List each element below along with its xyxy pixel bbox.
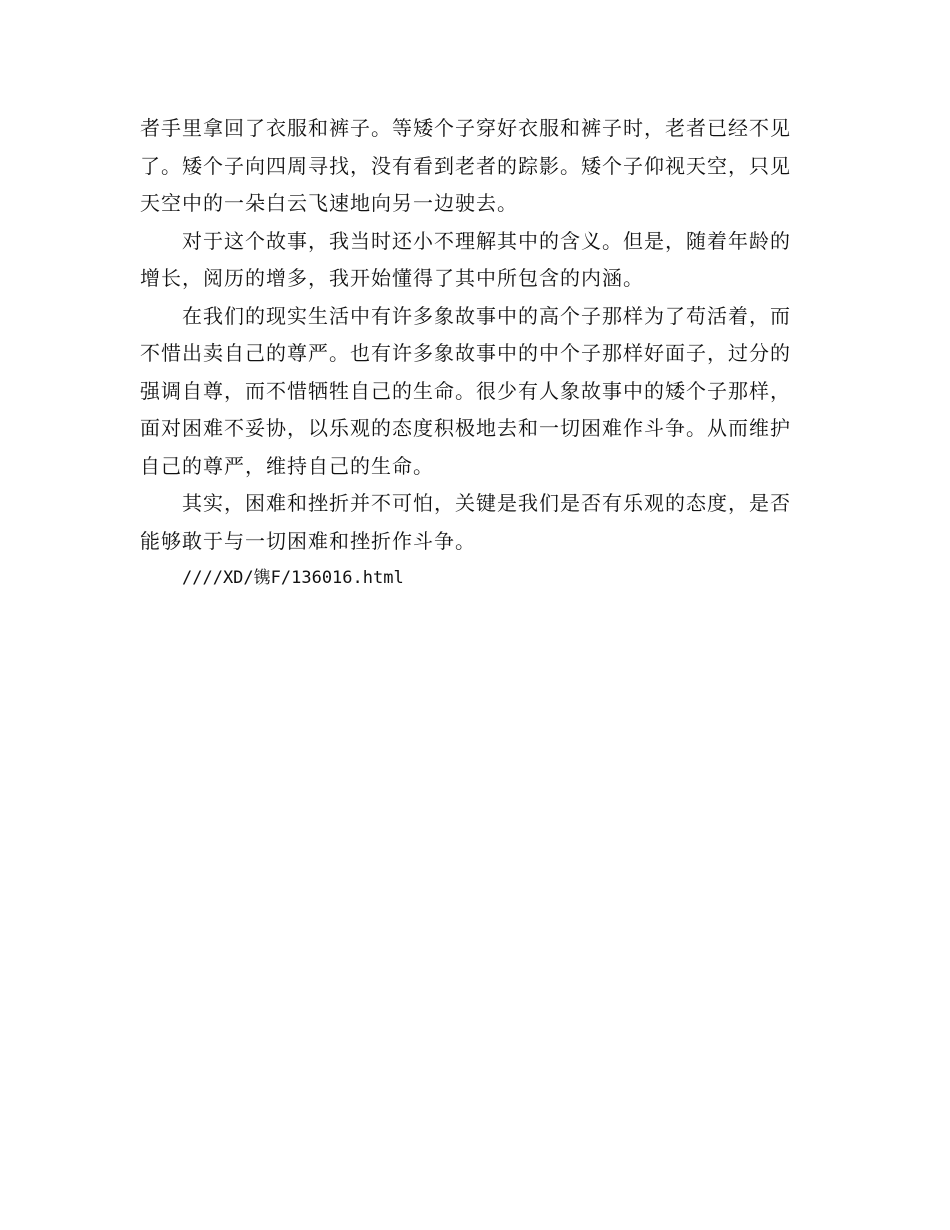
paragraph-line: 自己的尊严，维持自己的生命。	[140, 453, 434, 478]
paragraph-line: 对于这个故事，我当时还小不理解其中的含义。但是，随着年龄的	[182, 228, 791, 253]
paragraph-line: 面对困难不妥协，以乐观的态度积极地去和一切困难作斗争。从而维护	[140, 416, 791, 440]
paragraph-line: 者手里拿回了衣服和裤子。等矮个子穿好衣服和裤子时，老者已经不见	[140, 116, 791, 140]
source-url: ////XD/镌F/136016.html	[182, 568, 404, 588]
paragraph-line: 增长，阅历的增多，我开始懂得了其中所包含的内涵。	[140, 266, 644, 290]
paragraph-line: 能够敢于与一切困难和挫折作斗争。	[140, 528, 476, 553]
paragraph-line: 其实，困难和挫折并不可怕，关键是我们是否有乐观的态度，是否	[182, 491, 791, 515]
paragraph-line: 了。矮个子向四周寻找，没有看到老者的踪影。矮个子仰视天空，只见	[140, 153, 791, 178]
article-body	[140, 110, 812, 598]
paragraph-line: 天空中的一朵白云飞速地向另一边驶去。	[140, 191, 518, 215]
paragraph-line: 不惜出卖自己的尊严。也有许多象故事中的中个子那样好面子，过分的	[140, 341, 791, 365]
paragraph-line: 在我们的现实生活中有许多象故事中的高个子那样为了苟活着，而	[182, 303, 791, 328]
paragraph-line: 强调自尊，而不惜牺牲自己的生命。很少有人象故事中的矮个子那样，	[140, 378, 791, 403]
